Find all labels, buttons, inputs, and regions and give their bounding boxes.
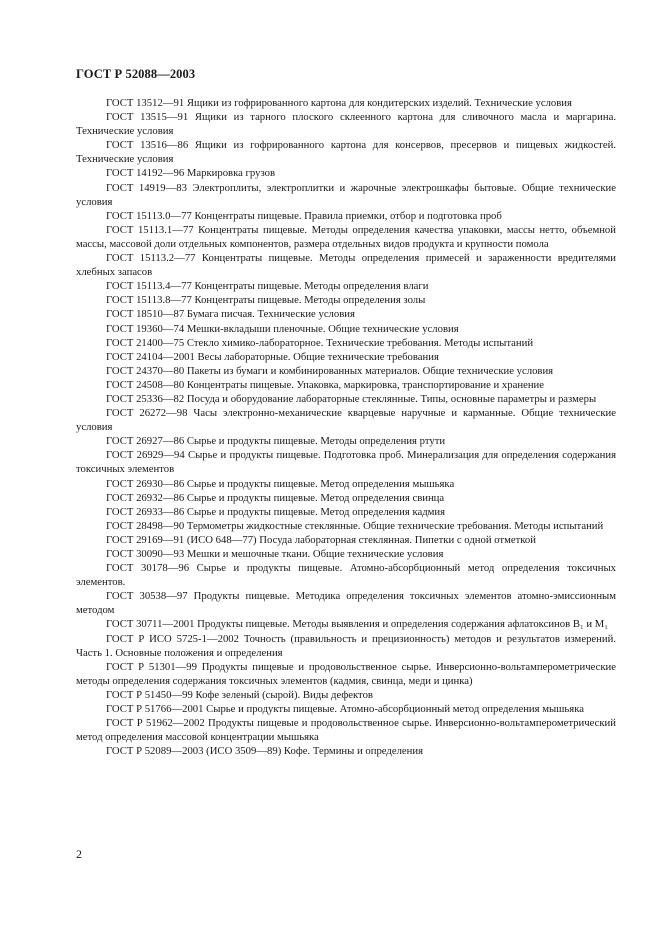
reference-item: ГОСТ 15113.4—77 Концентраты пищевые. Методы определения влаги (106, 280, 429, 293)
reference-item: ГОСТ Р 51301—99 Продукты пищевые и продовольственное сырье. Инверсионно-вольтамперометрические методы определения содержания токсичных элементов (кадмия, свинца, меди и цинка) (76, 660, 616, 687)
reference-item: ГОСТ Р ИСО 5725-1—2002 Точность (правильность и прецизионность) методов и результатов измерений. Часть 1. Основные положения и определения (76, 632, 616, 659)
reference-item: ГОСТ 15113.2—77 Концентраты пищевые. Методы определения примесей и зараженности вредителями хлебных запасов (76, 252, 616, 279)
reference-item: ГОСТ 30090—93 Мешки и мешочные ткани. Общие технические условия (106, 548, 444, 560)
reference-item: ГОСТ 30711—2001 Продукты пищевые. Методы выявления и определения содержания афлатоксинов B₁ и M₁ (106, 618, 608, 631)
reference-item: ГОСТ 19360—74 Мешки-вкладыши пленочные. Общие технические условия (106, 322, 459, 335)
reference-item: ГОСТ 21400—75 Стекло химико-лабораторное. Технические требования. Методы испытаний (106, 336, 534, 349)
reference-item: ГОСТ 24508—80 Концентраты пищевые. Упаковка, маркировка, транспортирование и хранение (106, 378, 545, 391)
normative-references-list (76, 96, 616, 758)
reference-item: ГОСТ 28498—90 Термометры жидкостные стеклянные. Общие технические требования. Методы испытаний (106, 519, 604, 532)
document-header: ГОСТ Р 52088—2003 (76, 67, 196, 81)
reference-item: ГОСТ 18510—87 Бумага писчая. Технические условия (106, 308, 355, 321)
reference-item: ГОСТ 26930—86 Сырье и продукты пищевые. Метод определения мышьяка (106, 477, 455, 490)
reference-item: ГОСТ 26272—98 Часы электронно-механические кварцевые наручные и карманные. Общие технические условия (76, 407, 616, 434)
reference-item: ГОСТ 30538—97 Продукты пищевые. Методика определения токсичных элементов атомно-эмиссионным методом (76, 590, 616, 617)
reference-item: ГОСТ 29169—91 (ИСО 648—77) Посуда лабораторная стеклянная. Пипетки с одной отметкой (106, 533, 536, 546)
reference-item: ГОСТ 14192—96 Маркировка грузов (106, 167, 276, 180)
reference-item: ГОСТ 26929—94 Сырье и продукты пищевые. Подготовка проб. Минерализация для определения содержания токсичных элементов (76, 449, 616, 476)
page-number: 2 (76, 847, 82, 861)
reference-item: ГОСТ 13512—91 Ящики из гофрированного картона для кондитерских изделий. Технические условия (106, 97, 572, 109)
reference-item: ГОСТ 24370—80 Пакеты из бумаги и комбинированных материалов. Общие технические условия (106, 364, 554, 377)
reference-item: ГОСТ 15113.0—77 Концентраты пищевые. Правила приемки, отбор и подготовка проб (106, 209, 502, 222)
reference-item: ГОСТ Р 51766—2001 Сырье и продукты пищевые. Атомно-абсорбционный метод определения мышьяка (106, 703, 584, 716)
reference-item: ГОСТ Р 52089—2003 (ИСО 3509—89) Кофе. Термины и определения (106, 745, 424, 758)
reference-item: ГОСТ 26933—86 Сырье и продукты пищевые. Метод определения кадмия (106, 505, 446, 518)
reference-item: ГОСТ 15113.1—77 Концентраты пищевые. Методы определения качества упаковки, массы нетто, объемной массы, массовой доли отдельных компонентов, размера отдельных видов продукта и крупности помола (76, 223, 616, 250)
reference-item: ГОСТ Р 51962—2002 Продукты пищевые и продовольственное сырье. Инверсионно-вольтамперометрический метод определения массовой концентрации мышьяка (76, 717, 616, 744)
reference-item: ГОСТ 26927—86 Сырье и продукты пищевые. Методы определения ртути (106, 435, 446, 448)
reference-item: ГОСТ 25336—82 Посуда и оборудование лабораторные стеклянные. Типы, основные параметры и размеры (106, 392, 597, 405)
reference-item: ГОСТ 24104—2001 Весы лабораторные. Общие технические требования (106, 350, 439, 363)
reference-item: ГОСТ 26932—86 Сырье и продукты пищевые. Метод определения свинца (106, 491, 445, 504)
reference-item: ГОСТ 15113.8—77 Концентраты пищевые. Методы определения золы (106, 294, 426, 307)
reference-item: ГОСТ 30178—96 Сырье и продукты пищевые. Атомно-абсорбционный метод определения токсичных элементов. (76, 562, 616, 589)
reference-item: ГОСТ 13515—91 Ящики из тарного плоского склеенного картона для сливочного масла и маргарина. Технические условия (76, 111, 616, 138)
reference-item: ГОСТ 14919—83 Электроплиты, электроплитки и жарочные электрошкафы бытовые. Общие технические условия (76, 181, 616, 208)
reference-item: ГОСТ 13516—86 Ящики из гофрированного картона для консервов, пресервов и пищевых жидкостей. Технические условия (76, 139, 616, 166)
reference-item: ГОСТ Р 51450—99 Кофе зеленый (сырой). Виды дефектов (106, 688, 373, 701)
